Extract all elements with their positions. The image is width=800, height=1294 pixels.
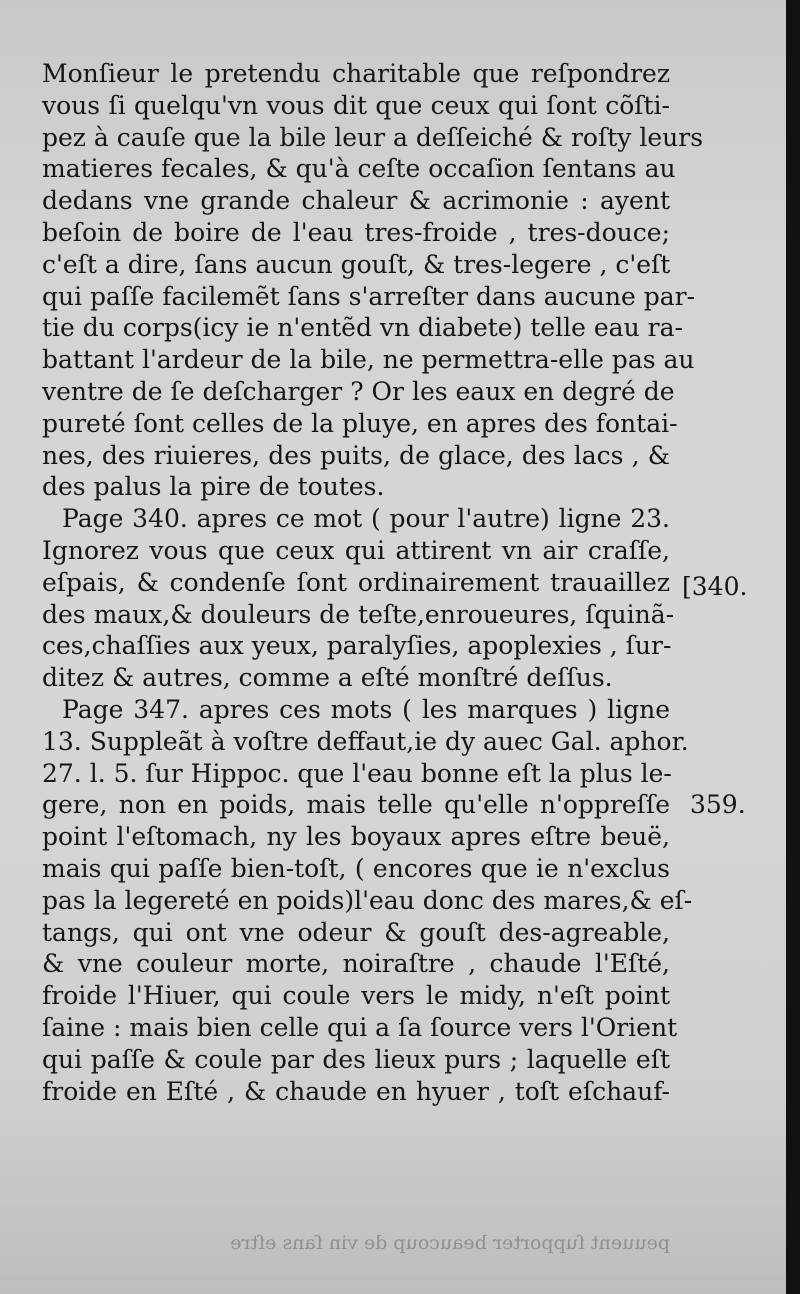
paragraph-3 [42,694,693,1107]
text-line: pas la legereté en poids)l'eau donc des mares,& eſ- [42,885,693,915]
text-line: qui paſſe & coule par des lieux purs ; laquelle eſt [42,1044,670,1074]
text-line: beſoin de boire de l'eau tres-froide , tres-douce; [42,217,670,247]
margin-note-359: 359. [690,790,746,819]
text-line: & vne couleur morte, noiraſtre , chaude l'Eſté, [42,949,670,979]
text-line: Page 340. apres ce mot ( pour l'autre) ligne 23. [62,504,670,534]
text-line: point l'eſtomach, ny les boyaux apres eſtre beuë, [42,822,670,852]
text-line: 27. l. 5. ſur Hippoc. que l'eau bonne eſt la plus le- [42,758,672,788]
margin-note-340: [340. [682,572,748,601]
text-line: vous ſi quelqu'vn vous dit que ceux qui ſont cõſti- [42,90,670,120]
text-line: c'eſt a dire, ſans aucun gouſt, & tres-legere , c'eſt [42,249,671,279]
text-line: nes, des riuieres, des puits, de glace, des lacs , & [42,440,670,470]
paragraph-2 [42,503,675,694]
text-line: matieres fecales, & qu'à ceſte occaſion ſentans au [42,154,676,184]
text-line: gere, non en poids, mais telle qu'elle n'oppreſſe [42,790,670,820]
text-line: 13. Suppleãt à voſtre deffaut,ie dy auec Gal. aphor. [42,726,689,756]
text-line: des maux,& douleurs de teſte,enroueures, ſquinã- [42,599,675,629]
text-line: dedans vne grande chaleur & acrimonie : ayent [42,186,670,216]
text-line: Page 347. apres ces mots ( les marques ) ligne [62,694,670,724]
text-line: ſaine : mais bien celle qui a ſa ſource vers l'Orient [42,1012,678,1042]
text-line: froide l'Hiuer, qui coule vers le midy, n'eſt point [42,981,670,1011]
text-line: Ignorez vous que ceux qui attirent vn air craſſe, [42,535,670,565]
text-line: tangs, qui ont vne odeur & gouſt des-agreable, [42,917,670,947]
text-line: eſpais, & condenſe ſont ordinairement trauaillez [42,567,670,597]
text-line: des palus la pire de toutes. [42,472,385,502]
text-line: ventre de ſe deſcharger ? Or les eaux en degré de [42,376,675,406]
text-line: mais qui paſſe bien-toſt, ( encores que ie n'exclus [42,853,670,883]
paragraph-1 [42,58,704,503]
text-line: ditez & autres, comme a eſté monſtré deſſus. [42,663,613,693]
text-line: pureté ſont celles de la pluye, en apres des fontai- [42,408,678,438]
text-line: ces,chaſſies aux yeux, paralyſies, apoplexies , ſur- [42,631,672,661]
body-text [42,58,704,1107]
text-line: froide en Eſté , & chaude en hyuer , toſt eſchauf- [42,1076,670,1106]
page-edge-shadow [786,0,800,1294]
text-line: Monſieur le pretendu charitable que reſpondrez [42,59,670,88]
bleed-through-text: peuuent ſupporter beaucoup de vin ſans eſtre [230,1232,670,1254]
text-line: pez à cauſe que la bile leur a deſſeiché & roſty leurs [42,122,704,152]
text-line: tie du corps(icy ie n'entẽd vn diabete) telle eau ra- [42,313,683,343]
text-line: battant l'ardeur de la bile, ne permettra-elle pas au [42,345,695,375]
text-line: qui paſſe facilemẽt ſans s'arreſter dans aucune par- [42,281,696,311]
